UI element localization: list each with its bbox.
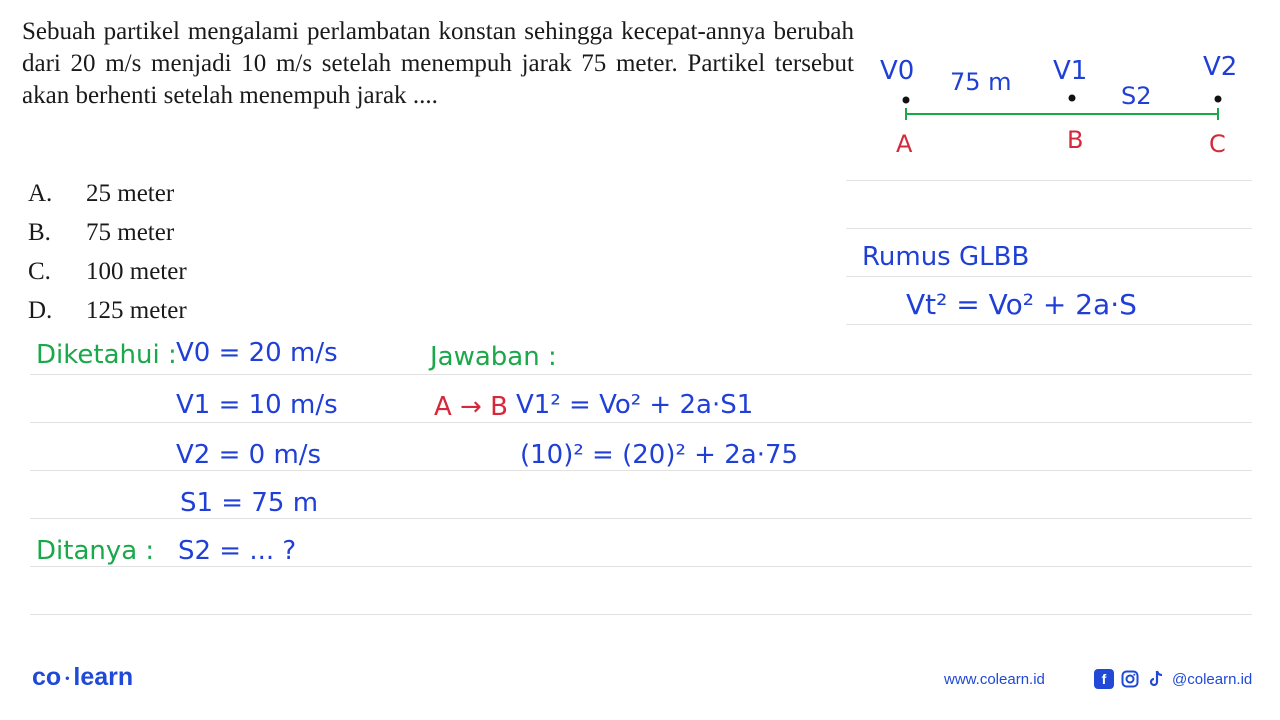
answer-label: Jawaban : [430, 342, 557, 372]
label-point-c: C [1209, 130, 1226, 158]
ruled-line [846, 276, 1252, 277]
label-v2: V2 [1203, 52, 1238, 82]
formula-title: Rumus GLBB [862, 242, 1030, 272]
known-s1: S1 = 75 m [180, 488, 319, 518]
ruled-line [30, 518, 1252, 519]
option-b[interactable]: B. 75 meter [28, 219, 175, 246]
tiktok-icon[interactable] [1146, 669, 1166, 689]
label-s2: S2 [1121, 82, 1152, 110]
label-75m: 75 m [950, 68, 1012, 96]
question-part3: .... [406, 82, 438, 109]
option-a[interactable]: A. 25 meter [28, 180, 175, 207]
logo-dot: • [65, 671, 70, 686]
ruled-line [30, 422, 1252, 423]
answer-route: A → B [434, 392, 508, 422]
ruled-line [30, 470, 1252, 471]
answer-options [28, 174, 187, 330]
answer-eq1: V1² = Vo² + 2a·S1 [516, 390, 754, 420]
website-link[interactable]: www.colearn.id [944, 671, 1045, 688]
social-links [1094, 669, 1252, 689]
formula-eq: Vt² = Vo² + 2a·S [906, 288, 1137, 321]
ruled-line [30, 566, 1252, 567]
ruled-line [30, 374, 1252, 375]
asked-label: Ditanya : [36, 536, 155, 566]
ruled-line [30, 614, 1252, 615]
point-c [1215, 96, 1222, 103]
ruled-line [846, 180, 1252, 181]
question-highlight: Partikel tersebut akan berhenti setelah menempuh jarak [22, 50, 855, 109]
asked-s2: S2 = ... ? [178, 536, 297, 566]
facebook-icon[interactable]: f [1094, 669, 1114, 689]
label-point-b: B [1067, 126, 1084, 154]
option-d[interactable]: D. 125 meter [28, 297, 187, 324]
label-point-a: A [896, 130, 913, 158]
social-handle[interactable]: @colearn.id [1172, 670, 1253, 688]
label-v0: V0 [880, 56, 915, 86]
known-label: Diketahui : [36, 340, 177, 370]
point-b [1069, 95, 1076, 102]
answer-eq2: (10)² = (20)² + 2a·75 [520, 440, 799, 470]
ruled-line [846, 324, 1252, 325]
question-text [22, 16, 854, 112]
known-v1: V1 = 10 m/s [176, 390, 338, 420]
instagram-icon[interactable] [1120, 669, 1140, 689]
colearn-logo: co • learn [32, 663, 134, 691]
question-part1: Sebuah partikel mengalami perlambatan konstan sehingga kecepat-annya berubah dari 20 m/s menjadi 10 m/s setelah menempuh jarak 75 meter. [22, 18, 854, 77]
label-v1: V1 [1053, 56, 1088, 86]
point-a [903, 97, 910, 104]
ruled-line [846, 228, 1252, 229]
option-c[interactable]: C. 100 meter [28, 258, 187, 285]
known-v0: V0 = 20 m/s [176, 338, 338, 368]
known-v2: V2 = 0 m/s [176, 440, 322, 470]
